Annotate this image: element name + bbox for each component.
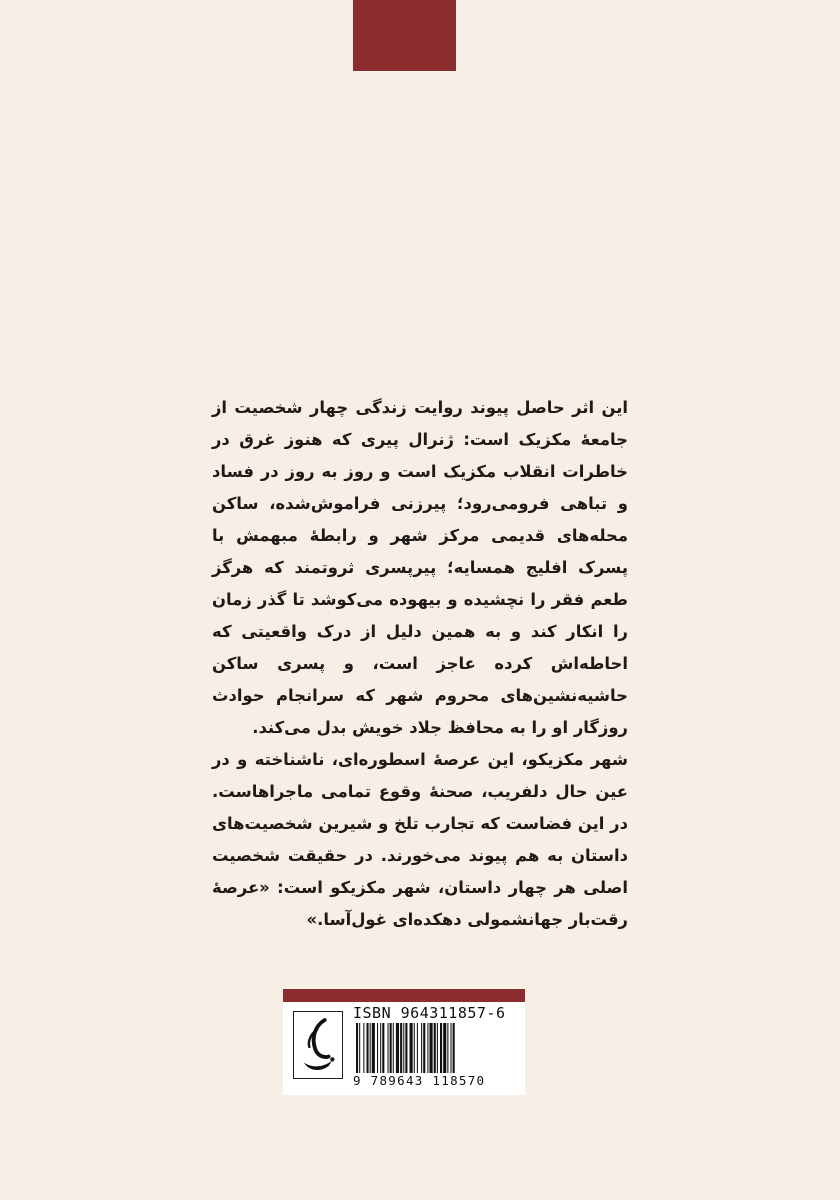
barcode-bar bbox=[367, 1023, 369, 1073]
barcode-bar bbox=[447, 1023, 448, 1073]
barcode-bar bbox=[430, 1023, 433, 1073]
barcode-bar bbox=[417, 1023, 418, 1073]
barcode-bar bbox=[370, 1023, 371, 1073]
barcode-bar bbox=[440, 1023, 442, 1073]
back-cover-blurb bbox=[212, 392, 628, 936]
barcode-bar bbox=[363, 1023, 364, 1073]
blurb-paragraph-2: شهر مکزیکو، این عرصهٔ اسطوره‌ای، ناشناخته و در عین حال دلفریب، صحنهٔ وقوع تمامی ماجراهاست. در این فضاست که تجارب تلخ و شیرین شخصیت‌های داستان به هم پیوند می‌خورند. در حقیقت شخصیت اصلی هر چهار داستان، شهر مکزیکو است: «عرصهٔ رقت‌بار جهانشمولی دهکده‌ای غول‌آسا.» bbox=[212, 750, 628, 929]
barcode-bar bbox=[388, 1023, 389, 1073]
barcode-bar bbox=[380, 1023, 381, 1073]
barcode-bar bbox=[423, 1023, 425, 1073]
barcode-bar bbox=[410, 1023, 413, 1073]
isbn-label: ISBN 964311857-6 bbox=[353, 1004, 506, 1022]
isbn-digits: 9 789643 118570 bbox=[353, 1073, 486, 1088]
barcode-bar bbox=[382, 1023, 384, 1073]
isbn-barcode-box bbox=[283, 989, 525, 1095]
barcode-bar bbox=[390, 1023, 392, 1073]
blurb-paragraph-1: این اثر حاصل پیوند روایت زندگی چهار شخصیت از جامعهٔ مکزیک است: ژنرال پیری که هنوز غرق در خاطرات انقلاب مکزیک است و روز به روز در فساد و تباهی فرومی‌رود؛ پیرزنی فراموش‌شده، ساکن محله‌های قدیمی مرکز شهر و رابطهٔ مبهمش با پسرک افلیج همسایه؛ پیرپسری ثروتمند که هرگز طعم فقر را نچشیده و بیهوده می‌کوشد تا گذر زمان را انکار کند و به همین دلیل از درک واقعیتی که احاطه‌اش کرده عاجز است، و پسری ساکن حاشیه‌نشین‌های محروم شهر که سرانجام حوادث روزگار او را به محافظ جلاد خویش بدل می‌کند. bbox=[212, 398, 628, 737]
barcode-bar bbox=[356, 1023, 358, 1073]
isbn-top-bar bbox=[283, 989, 525, 1002]
barcode-bar bbox=[434, 1023, 436, 1073]
barcode-bar bbox=[414, 1023, 415, 1073]
barcode-bar bbox=[405, 1023, 407, 1073]
barcode-bar bbox=[427, 1023, 428, 1073]
top-accent-block bbox=[353, 0, 456, 71]
barcode-bar bbox=[453, 1023, 455, 1073]
barcode-bar bbox=[359, 1023, 360, 1073]
barcode bbox=[355, 1023, 515, 1073]
barcode-bar bbox=[377, 1023, 378, 1073]
barcode-bar bbox=[400, 1023, 402, 1073]
barcode-bar bbox=[451, 1023, 452, 1073]
barcode-bar bbox=[421, 1023, 422, 1073]
publisher-logo-icon bbox=[293, 1011, 343, 1079]
barcode-bar bbox=[437, 1023, 438, 1073]
barcode-bar bbox=[393, 1023, 394, 1073]
barcode-bar bbox=[372, 1023, 375, 1073]
barcode-bar bbox=[443, 1023, 446, 1073]
barcode-bar bbox=[403, 1023, 404, 1073]
barcode-bar bbox=[396, 1023, 399, 1073]
